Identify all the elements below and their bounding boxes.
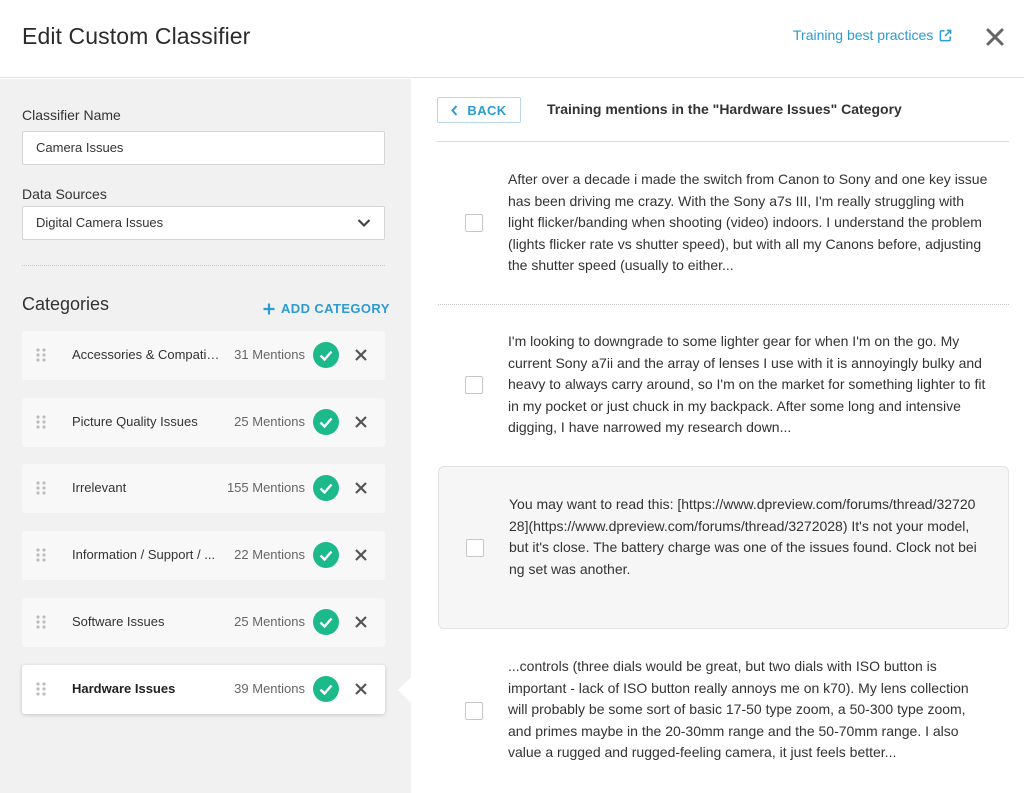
active-category-pointer	[398, 677, 411, 703]
categories-heading: Categories	[22, 294, 110, 314]
mention-count: 39 Mentions	[234, 681, 305, 696]
mention-checkbox[interactable]	[466, 539, 484, 557]
remove-category-icon[interactable]	[354, 415, 368, 429]
drag-handle-icon[interactable]	[36, 548, 46, 562]
remove-category-icon[interactable]	[354, 615, 368, 629]
category-item-accessories[interactable]	[22, 331, 385, 380]
data-sources-label: Data Sources	[22, 186, 107, 202]
mention-checkbox[interactable]	[465, 702, 483, 720]
check-icon	[319, 550, 333, 561]
drag-handle-icon[interactable]	[36, 682, 46, 696]
category-item-picture-quality[interactable]	[22, 398, 385, 447]
category-name: Irrelevant	[72, 480, 127, 495]
category-item-information-support[interactable]	[22, 531, 385, 580]
drag-handle-icon[interactable]	[36, 415, 46, 429]
page-title: Edit Custom Classifier	[22, 23, 251, 49]
chevron-left-icon	[451, 105, 458, 116]
category-name: Accessories & Compatib...	[72, 347, 224, 362]
modal-header	[0, 0, 1024, 78]
drag-handle-icon[interactable]	[36, 615, 46, 629]
mention-checkbox[interactable]	[465, 214, 483, 232]
chevron-down-icon	[357, 218, 371, 228]
category-name: Hardware Issues	[72, 681, 176, 696]
category-name: Information / Support / ...	[72, 547, 216, 562]
classifier-settings-panel	[0, 79, 411, 793]
external-link-icon	[939, 29, 952, 42]
approve-category-button[interactable]	[313, 409, 339, 435]
category-name: Picture Quality Issues	[72, 414, 198, 429]
mention-count: 25 Mentions	[234, 614, 305, 629]
drag-handle-icon[interactable]	[36, 481, 46, 495]
category-name: Software Issues	[72, 614, 165, 629]
section-divider	[22, 265, 385, 266]
add-category-label: ADD CATEGORY	[281, 301, 390, 316]
approve-category-button[interactable]	[313, 676, 339, 702]
mention-text: I'm looking to downgrade to some lighter gear for when I'm on the go. My current Sony a7ii and the array of lenses I use with it is annoyingly bulky and heavy to always carry around, so I'm on the market for something lighter to fit in my pocket or just chuck in my backpack. After some long and intensive digging, I have narrowed my research down...	[508, 333, 986, 436]
remove-category-icon[interactable]	[354, 548, 368, 562]
remove-category-icon[interactable]	[354, 481, 368, 495]
plus-icon	[263, 303, 275, 315]
training-best-practices-link[interactable]	[793, 27, 952, 43]
data-sources-value: Digital Camera Issues	[36, 215, 164, 230]
mention-text: After over a decade i made the switch from Canon to Sony and one key issue has been driving me crazy. With the Sony a7s III, I'm really struggling with light flicker/banding when shooting (video) indoors. I understand the problem (lights flicker rate vs shutter speed), but with all my Canons before, adjusting the shutter speed (usually to either...	[508, 171, 988, 274]
add-category-button[interactable]	[263, 301, 390, 316]
mention-item	[438, 305, 1009, 463]
remove-category-icon[interactable]	[354, 348, 368, 362]
check-icon	[319, 417, 333, 428]
mention-count: 25 Mentions	[234, 414, 305, 429]
close-icon[interactable]	[983, 25, 1007, 49]
approve-category-button[interactable]	[313, 475, 339, 501]
training-mentions-panel	[411, 79, 1024, 793]
back-label: BACK	[467, 102, 507, 118]
check-icon	[319, 350, 333, 361]
remove-category-icon[interactable]	[354, 682, 368, 696]
classifier-name-input[interactable]: Camera Issues	[22, 131, 385, 165]
mention-item	[438, 142, 1009, 305]
mention-checkbox[interactable]	[465, 376, 483, 394]
mention-text: ...controls (three dials would be great, but two dials with ISO button is important - lack of ISO button really annoys me on k70). My lens collection will probably be some sort of basic 17-50 type zoom, a 50-300 type zoom, and primes maybe in the 20-30mm range and the 50-70mm range. I also value a rugged and rugged-feeling camera, it just feels better...	[508, 658, 969, 761]
category-item-software[interactable]	[22, 598, 385, 647]
drag-handle-icon[interactable]	[36, 348, 46, 362]
check-icon	[319, 617, 333, 628]
classifier-name-label: Classifier Name	[22, 107, 121, 123]
approve-category-button[interactable]	[313, 342, 339, 368]
data-sources-select[interactable]	[22, 206, 385, 240]
mention-count: 31 Mentions	[234, 347, 305, 362]
approve-category-button[interactable]	[313, 542, 339, 568]
mention-item	[438, 632, 1009, 793]
panel-title: Training mentions in the "Hardware Issues" Category	[547, 101, 902, 117]
mention-count: 155 Mentions	[226, 480, 305, 495]
back-button[interactable]	[437, 97, 521, 123]
mention-item-hovered	[438, 466, 1009, 629]
mention-count: 22 Mentions	[234, 547, 305, 562]
mention-text: You may want to read this: [https://www.dpreview.com/forums/thread/3272028](https://www.dpreview.com/forums/thread/3272028) It's not your model, but it's close. The battery charge was one of the issues found. Clock not being set was another.	[509, 496, 977, 577]
approve-category-button[interactable]	[313, 609, 339, 635]
best-practices-label: Training best practices	[793, 27, 934, 43]
check-icon	[319, 684, 333, 695]
check-icon	[319, 483, 333, 494]
category-item-hardware[interactable]	[22, 665, 385, 714]
category-item-irrelevant[interactable]	[22, 464, 385, 513]
